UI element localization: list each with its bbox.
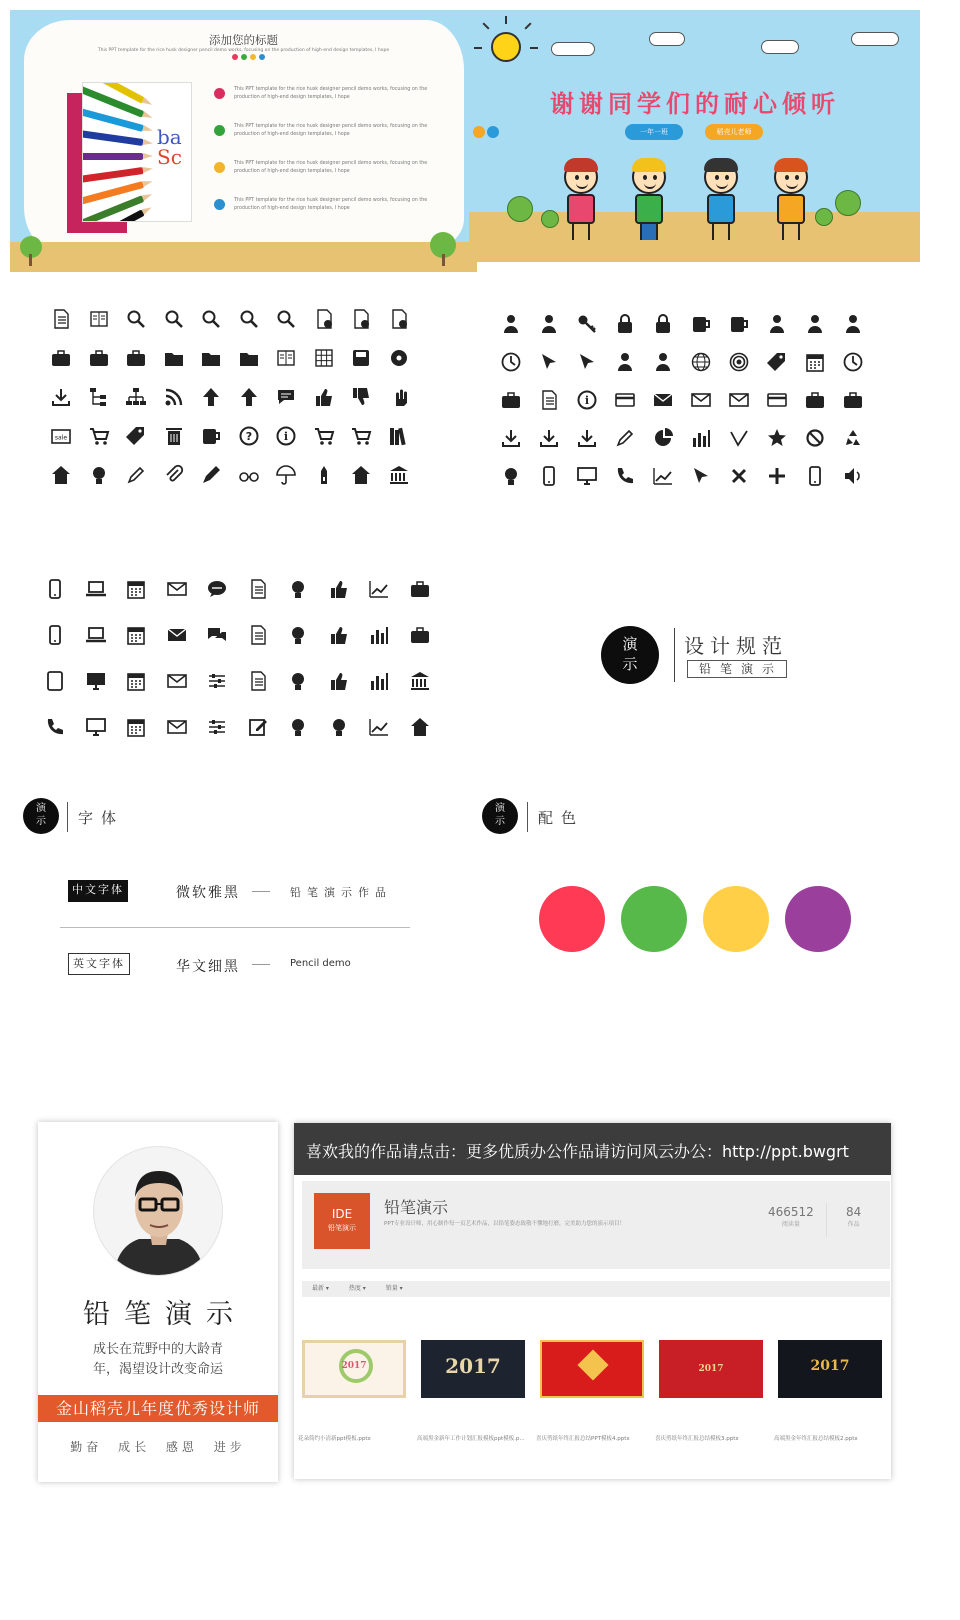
profile-name: 铅笔演示 [384, 1198, 449, 1217]
cursor-icon [690, 465, 712, 487]
bulb-icon [88, 464, 110, 486]
help-icon [238, 425, 260, 447]
svg-text:i: i [283, 430, 289, 443]
color-swatch-red [539, 886, 605, 952]
pencil-icon [614, 427, 636, 449]
mail-icon [166, 670, 188, 692]
template-caption[interactable]: 喜庆剪纸年终汇报总结模板3.pptx [655, 1436, 739, 1442]
thumb-year: 2017 [445, 1354, 501, 1378]
speaker-icon [842, 465, 864, 487]
bullet-text: This PPT template for the rice husk designer pencil demo works, focusing on the production of high-end design templates, I hope [234, 198, 428, 211]
promo-bar[interactable]: 喜欢我的作品请点击：更多优质办公作品请访问风云办公：http://ppt.bwgrt [294, 1123, 891, 1175]
save-icon [350, 347, 372, 369]
calendar-icon [804, 351, 826, 373]
case-icon [125, 347, 147, 369]
photo-text-line: Sc [157, 145, 182, 169]
bulb-icon [287, 670, 309, 692]
docedit-icon [313, 308, 335, 330]
bullet-dot [214, 199, 225, 210]
info-icon [275, 425, 297, 447]
down-icon [538, 427, 560, 449]
case-icon [409, 578, 431, 600]
tag: 勤奋 [70, 1440, 103, 1454]
bio-line: 年，渴望设计改变命运 [92, 1362, 223, 1377]
views-stat [768, 1205, 814, 1228]
cursor-icon [576, 351, 598, 373]
mailfill-icon [652, 389, 674, 411]
thumb-icon [328, 670, 350, 692]
bulb-icon [500, 465, 522, 487]
person-icon [766, 313, 788, 335]
bars-icon [690, 427, 712, 449]
slide-title: 谢谢同学们的耐心倾听 [550, 90, 840, 118]
thumb-year: 2017 [698, 1364, 724, 1374]
down-icon [50, 386, 72, 408]
key-icon [576, 313, 598, 335]
phone-icon [538, 465, 560, 487]
info-icon [576, 389, 598, 411]
clip-icon [163, 464, 185, 486]
case-icon [409, 624, 431, 646]
ground-strip [469, 212, 920, 262]
doc-icon [50, 308, 72, 330]
ground-strip [10, 242, 477, 272]
badge-char: 演 [622, 635, 638, 653]
folder-icon [200, 347, 222, 369]
linechart-icon [652, 465, 674, 487]
sun-ray [474, 47, 482, 49]
spec-subtitle: 铅笔演示 [687, 660, 787, 678]
home-icon [350, 464, 372, 486]
tree-icon [835, 190, 861, 216]
monitor-icon [85, 670, 107, 692]
docedit-icon [350, 308, 372, 330]
designer-name: 铅笔演示 [83, 1299, 247, 1330]
template-caption[interactable]: 喜庆剪纸年终汇报总结PPT模板4.pptx [536, 1436, 630, 1442]
uparrow-icon [238, 386, 260, 408]
font-name: 微软雅黑 [176, 885, 240, 901]
stat-label: 作品 [847, 1221, 860, 1228]
sun-ray [482, 22, 489, 29]
tablet-icon [44, 670, 66, 692]
photo-text [157, 127, 182, 167]
clock-icon [500, 351, 522, 373]
badge-char: 演 [495, 803, 505, 814]
case-icon [50, 347, 72, 369]
tag: 感恩 [165, 1440, 198, 1454]
template-thumb[interactable] [778, 1340, 882, 1398]
tree-trunk [442, 254, 445, 266]
search-icon [200, 308, 222, 330]
bin-icon [163, 425, 185, 447]
bulb-icon [287, 716, 309, 738]
person-icon [652, 351, 674, 373]
tag: 进步 [213, 1440, 246, 1454]
tag-icon [125, 425, 147, 447]
case-icon [842, 389, 864, 411]
bulb-icon [287, 624, 309, 646]
cursor-icon [538, 351, 560, 373]
linechart-icon [368, 578, 390, 600]
check-icon [728, 427, 750, 449]
profile-header [302, 1181, 890, 1269]
tab-sales[interactable]: 销量 ▾ [385, 1285, 403, 1292]
pie-icon [652, 427, 674, 449]
avatar [93, 1146, 223, 1276]
color-swatch-yellow [703, 886, 769, 952]
font-sample: Pencil demo [290, 958, 351, 969]
doc-icon [247, 578, 269, 600]
color-swatch-green [621, 886, 687, 952]
template-thumb[interactable] [302, 1340, 406, 1398]
thumb-icon [313, 386, 335, 408]
cart-icon [350, 425, 372, 447]
award-banner: 金山稻壳儿年度优秀设计师 [38, 1395, 278, 1422]
globe-icon [690, 351, 712, 373]
star-icon [766, 427, 788, 449]
tab-popular[interactable]: 热度 ▾ [348, 1285, 366, 1292]
font-sample: 铅笔演示作品 [290, 886, 392, 899]
dot [259, 54, 265, 60]
designer-profile-card [38, 1122, 278, 1482]
down-icon [500, 427, 522, 449]
cartoon-boy-icon [701, 160, 741, 240]
photo-text-line: ba [157, 125, 182, 149]
sliders-icon [206, 716, 228, 738]
slide-thumbnail-title[interactable] [10, 10, 477, 272]
person-icon [500, 313, 522, 335]
phone-icon [44, 624, 66, 646]
class-pill: 一年一班 [625, 124, 683, 140]
logo-text: IDE [331, 1207, 353, 1221]
dot [487, 126, 499, 138]
slide-subtitle: This PPT template for the rice husk designer pencil demo works, focusing on the production of high-end design templates, I hope [97, 48, 390, 53]
teacher-pill: 稻壳儿老师 [705, 124, 763, 140]
tab-latest[interactable]: 最新 ▾ [312, 1285, 329, 1292]
search-icon [125, 308, 147, 330]
disk-icon [388, 347, 410, 369]
book-icon [275, 347, 297, 369]
dot [241, 54, 247, 60]
badge-char: 演 [36, 803, 46, 814]
dash [252, 891, 270, 892]
template-caption[interactable]: 花朵简约小清新ppt模板.pptx [298, 1436, 371, 1442]
slide-thumbnail-thanks[interactable] [469, 10, 920, 262]
card-icon [614, 389, 636, 411]
bullet-text: This PPT template for the rice husk designer pencil demo works, focusing on the production of high-end design templates, I hope [234, 161, 428, 174]
linechart-icon [368, 716, 390, 738]
font-section-label: 字体 [78, 809, 125, 827]
monitoro-icon [576, 465, 598, 487]
close-icon [728, 465, 750, 487]
tree-icon [507, 196, 533, 222]
cartoon-girl-icon [561, 160, 601, 240]
thumb-year: 2017 [810, 1358, 850, 1374]
stat-label: 阅读量 [781, 1221, 800, 1228]
chat-icon [275, 386, 297, 408]
mug-icon [200, 425, 222, 447]
chat2-icon [206, 624, 228, 646]
template-thumb[interactable] [540, 1340, 644, 1398]
logo-subtext: 铅笔演示 [328, 1224, 356, 1232]
target-icon [728, 351, 750, 373]
thumb-year: 2017 [341, 1361, 367, 1371]
bio-line: 成长在荒野中的大龄青 [92, 1342, 223, 1357]
mailfill-icon [166, 624, 188, 646]
bulb-icon [328, 716, 350, 738]
tree-trunk [29, 254, 32, 266]
bullet-text: This PPT template for the rice husk designer pencil demo works, focusing on the production of high-end design templates, I hope [234, 87, 428, 100]
template-caption[interactable]: 高端黑金新年工作计划汇报模板ppt模板.p... [417, 1436, 525, 1442]
cart-icon [313, 425, 335, 447]
svg-text:?: ? [245, 430, 252, 443]
cart-icon [88, 425, 110, 447]
doc-icon [538, 389, 560, 411]
bank-icon [409, 670, 431, 692]
color-dots [232, 54, 265, 60]
pencils-photo [82, 82, 192, 222]
bush-icon [815, 208, 833, 226]
stat-value: 84 [846, 1205, 862, 1219]
cloud-icon [761, 40, 799, 54]
spec-badge [601, 626, 659, 684]
calendar-icon [125, 670, 147, 692]
grid-icon [313, 347, 335, 369]
bulb-icon [287, 578, 309, 600]
search-icon [275, 308, 297, 330]
svg-text:i: i [584, 394, 590, 407]
cloud-icon [649, 32, 685, 46]
calendar-icon [125, 624, 147, 646]
thumb-icon [328, 624, 350, 646]
church-icon [313, 464, 335, 486]
search-icon [163, 308, 185, 330]
person-icon [614, 351, 636, 373]
sun-icon [491, 32, 521, 62]
divider [60, 927, 410, 928]
designer-bio [68, 1340, 248, 1380]
home-icon [50, 464, 72, 486]
phone-icon [44, 578, 66, 600]
badge-char: 示 [495, 816, 505, 827]
font-tag-english: 英文字体 [68, 953, 130, 975]
book-icon [88, 308, 110, 330]
laptop-icon [85, 624, 107, 646]
font-section-badge [23, 798, 59, 834]
bars-icon [368, 670, 390, 692]
template-caption[interactable]: 高端黑金年终汇报总结模板2.pptx [774, 1436, 858, 1442]
books-icon [388, 425, 410, 447]
bullet-dot [214, 162, 225, 173]
sun-ray [524, 22, 531, 29]
bullet-text: This PPT template for the rice husk designer pencil demo works, focusing on the production of high-end design templates, I hope [234, 124, 428, 137]
plus-icon [766, 465, 788, 487]
down-icon [576, 427, 598, 449]
sun-ray [505, 16, 507, 24]
divider [527, 802, 528, 832]
svg-text:sale: sale [54, 434, 68, 442]
person-icon [538, 313, 560, 335]
monitoro-icon [85, 716, 107, 738]
person-icon [842, 313, 864, 335]
cartoon-boy-icon [629, 160, 669, 240]
template-thumb[interactable] [659, 1340, 763, 1398]
mail-icon [166, 716, 188, 738]
home-icon [409, 716, 431, 738]
phone-icon [804, 465, 826, 487]
mug-icon [728, 313, 750, 335]
mug-icon [690, 313, 712, 335]
rss-icon [163, 386, 185, 408]
sale-icon [50, 425, 72, 447]
bush-icon [541, 210, 559, 228]
slide-title: 添加您的标题 [209, 33, 278, 47]
lock-icon [614, 313, 636, 335]
dash [252, 964, 270, 965]
color-section-badge [482, 798, 518, 834]
spec-title: 设计规范 [684, 634, 788, 658]
dot [250, 54, 256, 60]
mail-icon [690, 389, 712, 411]
divider [674, 628, 675, 682]
brand-logo [314, 1193, 370, 1249]
font-name: 华文细黑 [176, 959, 240, 975]
editbox-icon [247, 716, 269, 738]
bullet-dot [214, 88, 225, 99]
folder-icon [163, 347, 185, 369]
works-stat [846, 1205, 861, 1228]
tree-icon [88, 386, 110, 408]
stat-value: 466512 [768, 1205, 814, 1219]
bank-icon [388, 464, 410, 486]
font-tag-chinese: 中文字体 [68, 880, 128, 902]
docedit-icon [388, 308, 410, 330]
sun-ray [530, 47, 538, 49]
pencil-icon [125, 464, 147, 486]
profile-tags [38, 1438, 278, 1455]
case-icon [500, 389, 522, 411]
folder-icon [238, 347, 260, 369]
card-icon [766, 389, 788, 411]
lock-icon [652, 313, 674, 335]
dot [232, 54, 238, 60]
case-icon [88, 347, 110, 369]
thumb-icon [328, 578, 350, 600]
sort-tabs [302, 1281, 890, 1297]
calendar-icon [125, 578, 147, 600]
cloud-icon [851, 32, 899, 46]
portfolio-screenshot [294, 1123, 891, 1479]
sliders-icon [206, 670, 228, 692]
uparrow-icon [200, 386, 222, 408]
umbrella-icon [275, 464, 297, 486]
tag: 成长 [118, 1440, 151, 1454]
laptop-icon [85, 578, 107, 600]
template-thumb[interactable] [421, 1340, 525, 1398]
bars-icon [368, 624, 390, 646]
handset-icon [44, 716, 66, 738]
mail-icon [166, 578, 188, 600]
ban-icon [804, 427, 826, 449]
badge-char: 示 [622, 655, 638, 673]
case-icon [804, 389, 826, 411]
mail-icon [728, 389, 750, 411]
color-swatch-purple [785, 886, 851, 952]
recycle-icon [842, 427, 864, 449]
cartoon-girl-icon [771, 160, 811, 240]
clock-icon [842, 351, 864, 373]
handset-icon [614, 465, 636, 487]
person-icon [804, 313, 826, 335]
cloud-icon [551, 42, 595, 56]
glasses-icon [238, 464, 260, 486]
search-icon [238, 308, 260, 330]
dot [473, 126, 485, 138]
doc-icon [247, 670, 269, 692]
doc-icon [247, 624, 269, 646]
profile-desc: PPT专业设计师，用心制作每一页艺术作品，以铅笔姿态致敬不懂地打磨，完美助力您的演示项目！ [384, 1221, 625, 1227]
org-icon [125, 386, 147, 408]
divider [67, 802, 68, 832]
chat3-icon [206, 578, 228, 600]
calendar-icon [125, 716, 147, 738]
pen-icon [200, 464, 222, 486]
badge-char: 示 [36, 816, 46, 827]
bullet-dot [214, 125, 225, 136]
thumbdn-icon [350, 386, 372, 408]
divider [826, 1203, 827, 1237]
color-section-label: 配色 [538, 809, 585, 827]
tag-icon [766, 351, 788, 373]
hand-icon [388, 386, 410, 408]
